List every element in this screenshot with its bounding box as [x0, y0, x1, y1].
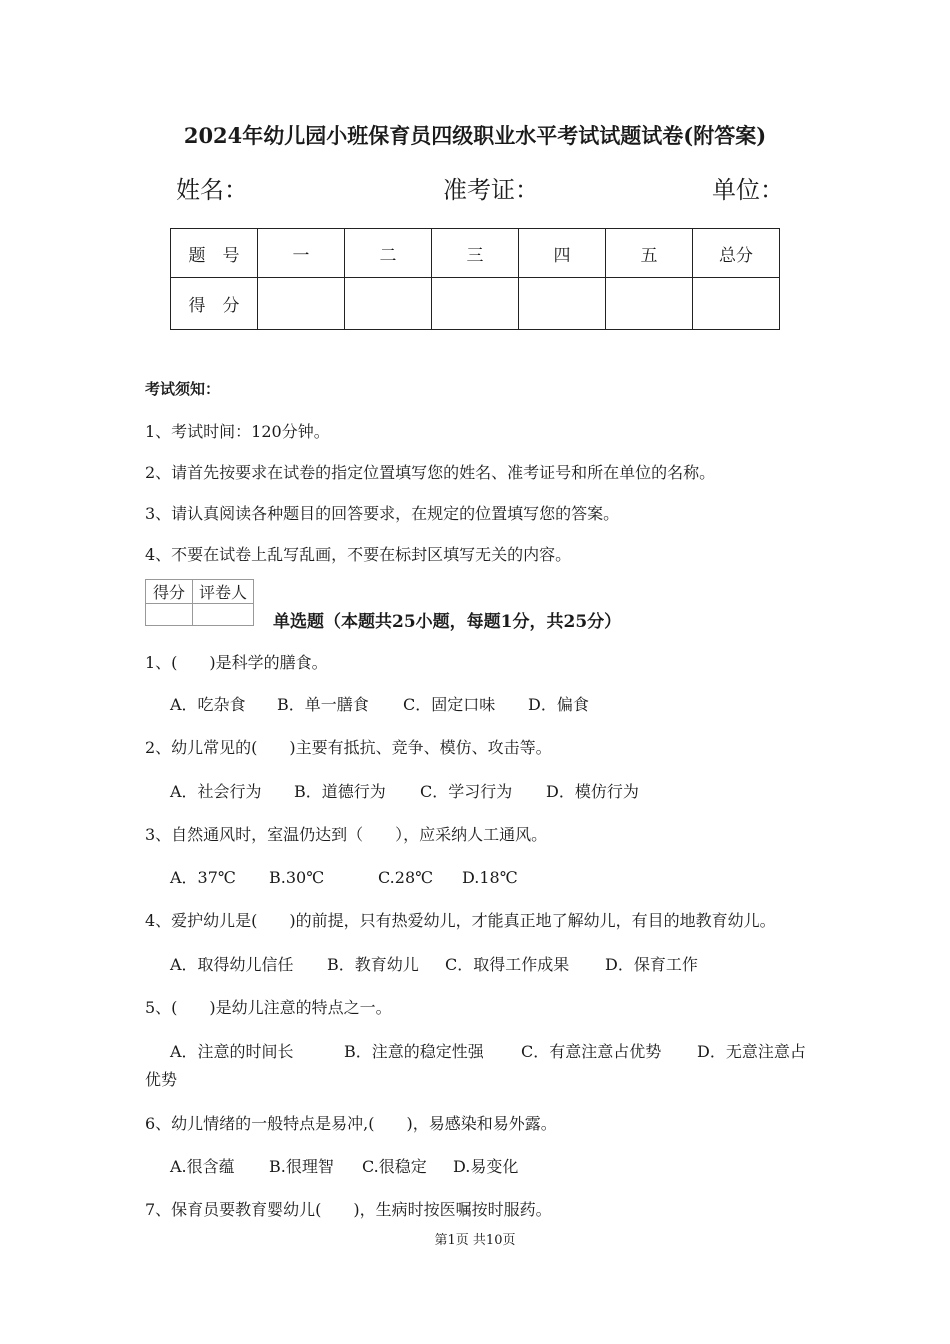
option-wrap-text: 优势 [145, 1070, 178, 1089]
exam-id-field-label: 准考证： [443, 176, 539, 204]
grader-name-cell [193, 604, 254, 626]
score-cell-1 [258, 278, 345, 330]
option: B．教育幼儿 [327, 955, 419, 974]
option: B.30℃ [269, 868, 325, 887]
option: D.易变化 [453, 1157, 519, 1176]
score-table-header-5: 五 [606, 229, 693, 278]
unit-field-label: 单位： [712, 176, 784, 204]
score-table-header-1: 一 [258, 229, 345, 278]
exam-title: 2024年幼儿园小班保育员四级职业水平考试试题试卷(附答案) [183, 123, 767, 148]
score-cell-2 [345, 278, 432, 330]
question-options [170, 1154, 518, 1177]
option: A．37℃ [170, 868, 236, 887]
grader-table [145, 579, 254, 626]
section-title: 单选题（本题共25小题，每题1分，共25分） [273, 612, 622, 632]
question-text: 1、( )是科学的膳食。 [145, 653, 328, 672]
notice-heading: 考试须知： [145, 380, 221, 398]
score-cell-3 [432, 278, 519, 330]
option: C.很稳定 [362, 1157, 427, 1176]
notice-item: 2、请首先按要求在试卷的指定位置填写您的姓名、准考证号和所在单位的名称。 [145, 463, 716, 482]
question-options [170, 865, 518, 888]
option: C．固定口味 [403, 695, 496, 714]
option: A．社会行为 [170, 782, 262, 801]
grader-table-score-label: 得分 [146, 580, 193, 604]
option: B．单一膳食 [277, 695, 369, 714]
option: A．取得幼儿信任 [170, 955, 294, 974]
question-text: 5、( )是幼儿注意的特点之一。 [145, 998, 392, 1017]
question-text: 7、保育员要教育婴幼儿( )，生病时按医嘱按时服药。 [145, 1200, 552, 1219]
score-table-header-3: 三 [432, 229, 519, 278]
question-text: 3、自然通风时，室温仍达到（ ），应采纳人工通风。 [145, 825, 548, 844]
score-table-header-4: 四 [519, 229, 606, 278]
question-options [170, 952, 698, 975]
option: D.18℃ [462, 868, 518, 887]
score-table [170, 228, 780, 330]
option: A．吃杂食 [170, 695, 246, 714]
option: B．注意的稳定性强 [344, 1042, 484, 1061]
question-options [170, 779, 639, 802]
option: D．偏食 [528, 695, 589, 714]
option: D．无意注意占 [697, 1042, 806, 1061]
question-options [170, 692, 589, 715]
option: C．取得工作成果 [445, 955, 570, 974]
page-footer: 第1页 共10页 [434, 1233, 516, 1248]
grader-score-cell [146, 604, 193, 626]
score-table-header-total: 总分 [693, 229, 780, 278]
option: B.很理智 [269, 1157, 334, 1176]
option: A.很含蕴 [170, 1157, 235, 1176]
score-cell-5 [606, 278, 693, 330]
score-cell-total [693, 278, 780, 330]
notice-item: 1、考试时间：120分钟。 [145, 422, 330, 441]
option: A．注意的时间长 [170, 1042, 294, 1061]
question-options [170, 1039, 806, 1062]
name-field-label: 姓名： [176, 176, 248, 204]
question-text: 4、爱护幼儿是( )的前提，只有热爱幼儿，才能真正地了解幼儿，有目的地教育幼儿。 [145, 911, 776, 930]
option: B．道德行为 [294, 782, 386, 801]
grader-table-grader-label: 评卷人 [193, 580, 254, 604]
question-text: 2、幼儿常见的( )主要有抵抗、竞争、模仿、攻击等。 [145, 738, 552, 757]
option: D．模仿行为 [546, 782, 639, 801]
score-cell-4 [519, 278, 606, 330]
score-table-header-label: 题 号 [171, 229, 258, 278]
option: C．有意注意占优势 [521, 1042, 662, 1061]
score-table-header-2: 二 [345, 229, 432, 278]
question-text: 6、幼儿情绪的一般特点是易冲,( )，易感染和易外露。 [145, 1114, 557, 1133]
option: C.28℃ [378, 868, 434, 887]
score-table-score-label: 得 分 [171, 278, 258, 330]
option: C．学习行为 [420, 782, 513, 801]
notice-item: 4、不要在试卷上乱写乱画，不要在标封区填写无关的内容。 [145, 545, 572, 564]
notice-item: 3、请认真阅读各种题目的回答要求，在规定的位置填写您的答案。 [145, 504, 620, 523]
option: D．保育工作 [605, 955, 698, 974]
